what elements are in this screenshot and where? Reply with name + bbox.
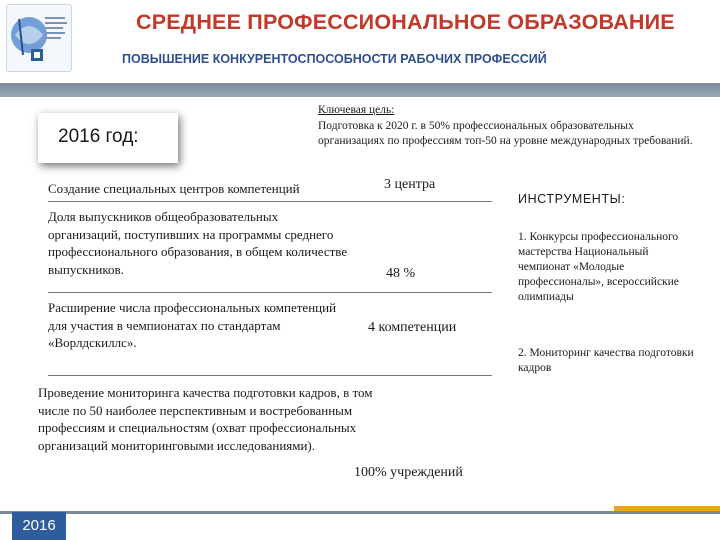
- tools-heading: ИНСТРУМЕНТЫ:: [518, 192, 626, 206]
- logo-emblem-icon: [7, 5, 71, 71]
- indicator-value-1: 3 центра: [384, 177, 436, 192]
- footer-bar: [0, 511, 720, 514]
- logo: [6, 4, 72, 72]
- tool-item-1: 1. Конкурсы профессионального мастерства Национальный чемпионат «Молодые профессионалы», всероссийские олимпиады: [518, 231, 679, 303]
- footer-year-badge: 2016: [12, 512, 66, 540]
- tool-item-2: 2. Мониторинг качества подготовки кадров: [518, 347, 694, 374]
- goal-text: Подготовка к 2020 г. в 50% профессиональных образовательных организациях по профессиям топ-50 на уровне международных требований.: [318, 120, 693, 147]
- indicator-value-4: 100% учреждений: [354, 465, 463, 480]
- indicator-text-1: Создание специальных центров компетенций: [48, 181, 300, 196]
- year-card-label: 2016 год:: [58, 126, 139, 147]
- goal-heading: Ключевая цель:: [318, 104, 395, 116]
- divider-3: [48, 375, 492, 376]
- header-band: [0, 83, 720, 97]
- indicator-value-3: 4 компетенции: [368, 320, 457, 335]
- indicator-value-2: 48 %: [386, 266, 416, 281]
- indicator-text-3: Расширение числа профессиональных компетенций для участия в чемпионатах по стандартам «Ворлдскиллс».: [48, 300, 337, 350]
- page-title: СРЕДНЕЕ ПРОФЕССИОНАЛЬНОЕ ОБРАЗОВАНИЕ: [136, 10, 675, 34]
- divider-2: [48, 292, 492, 293]
- indicator-text-2: Доля выпускников общеобразовательных организаций, поступивших на программы среднего профессионального образования, в общем количестве выпускников.: [48, 209, 348, 277]
- divider-1: [48, 201, 492, 202]
- page-subtitle: ПОВЫШЕНИЕ КОНКУРЕНТОСПОСОБНОСТИ РАБОЧИХ ПРОФЕССИЙ: [122, 52, 547, 66]
- indicator-text-4: Проведение мониторинга качества подготовки кадров, в том числе по 50 наиболее перспективным и востребованным профессиям и специальностям (охват профессиональных организаций мониторинговыми исследованиями).: [38, 385, 373, 453]
